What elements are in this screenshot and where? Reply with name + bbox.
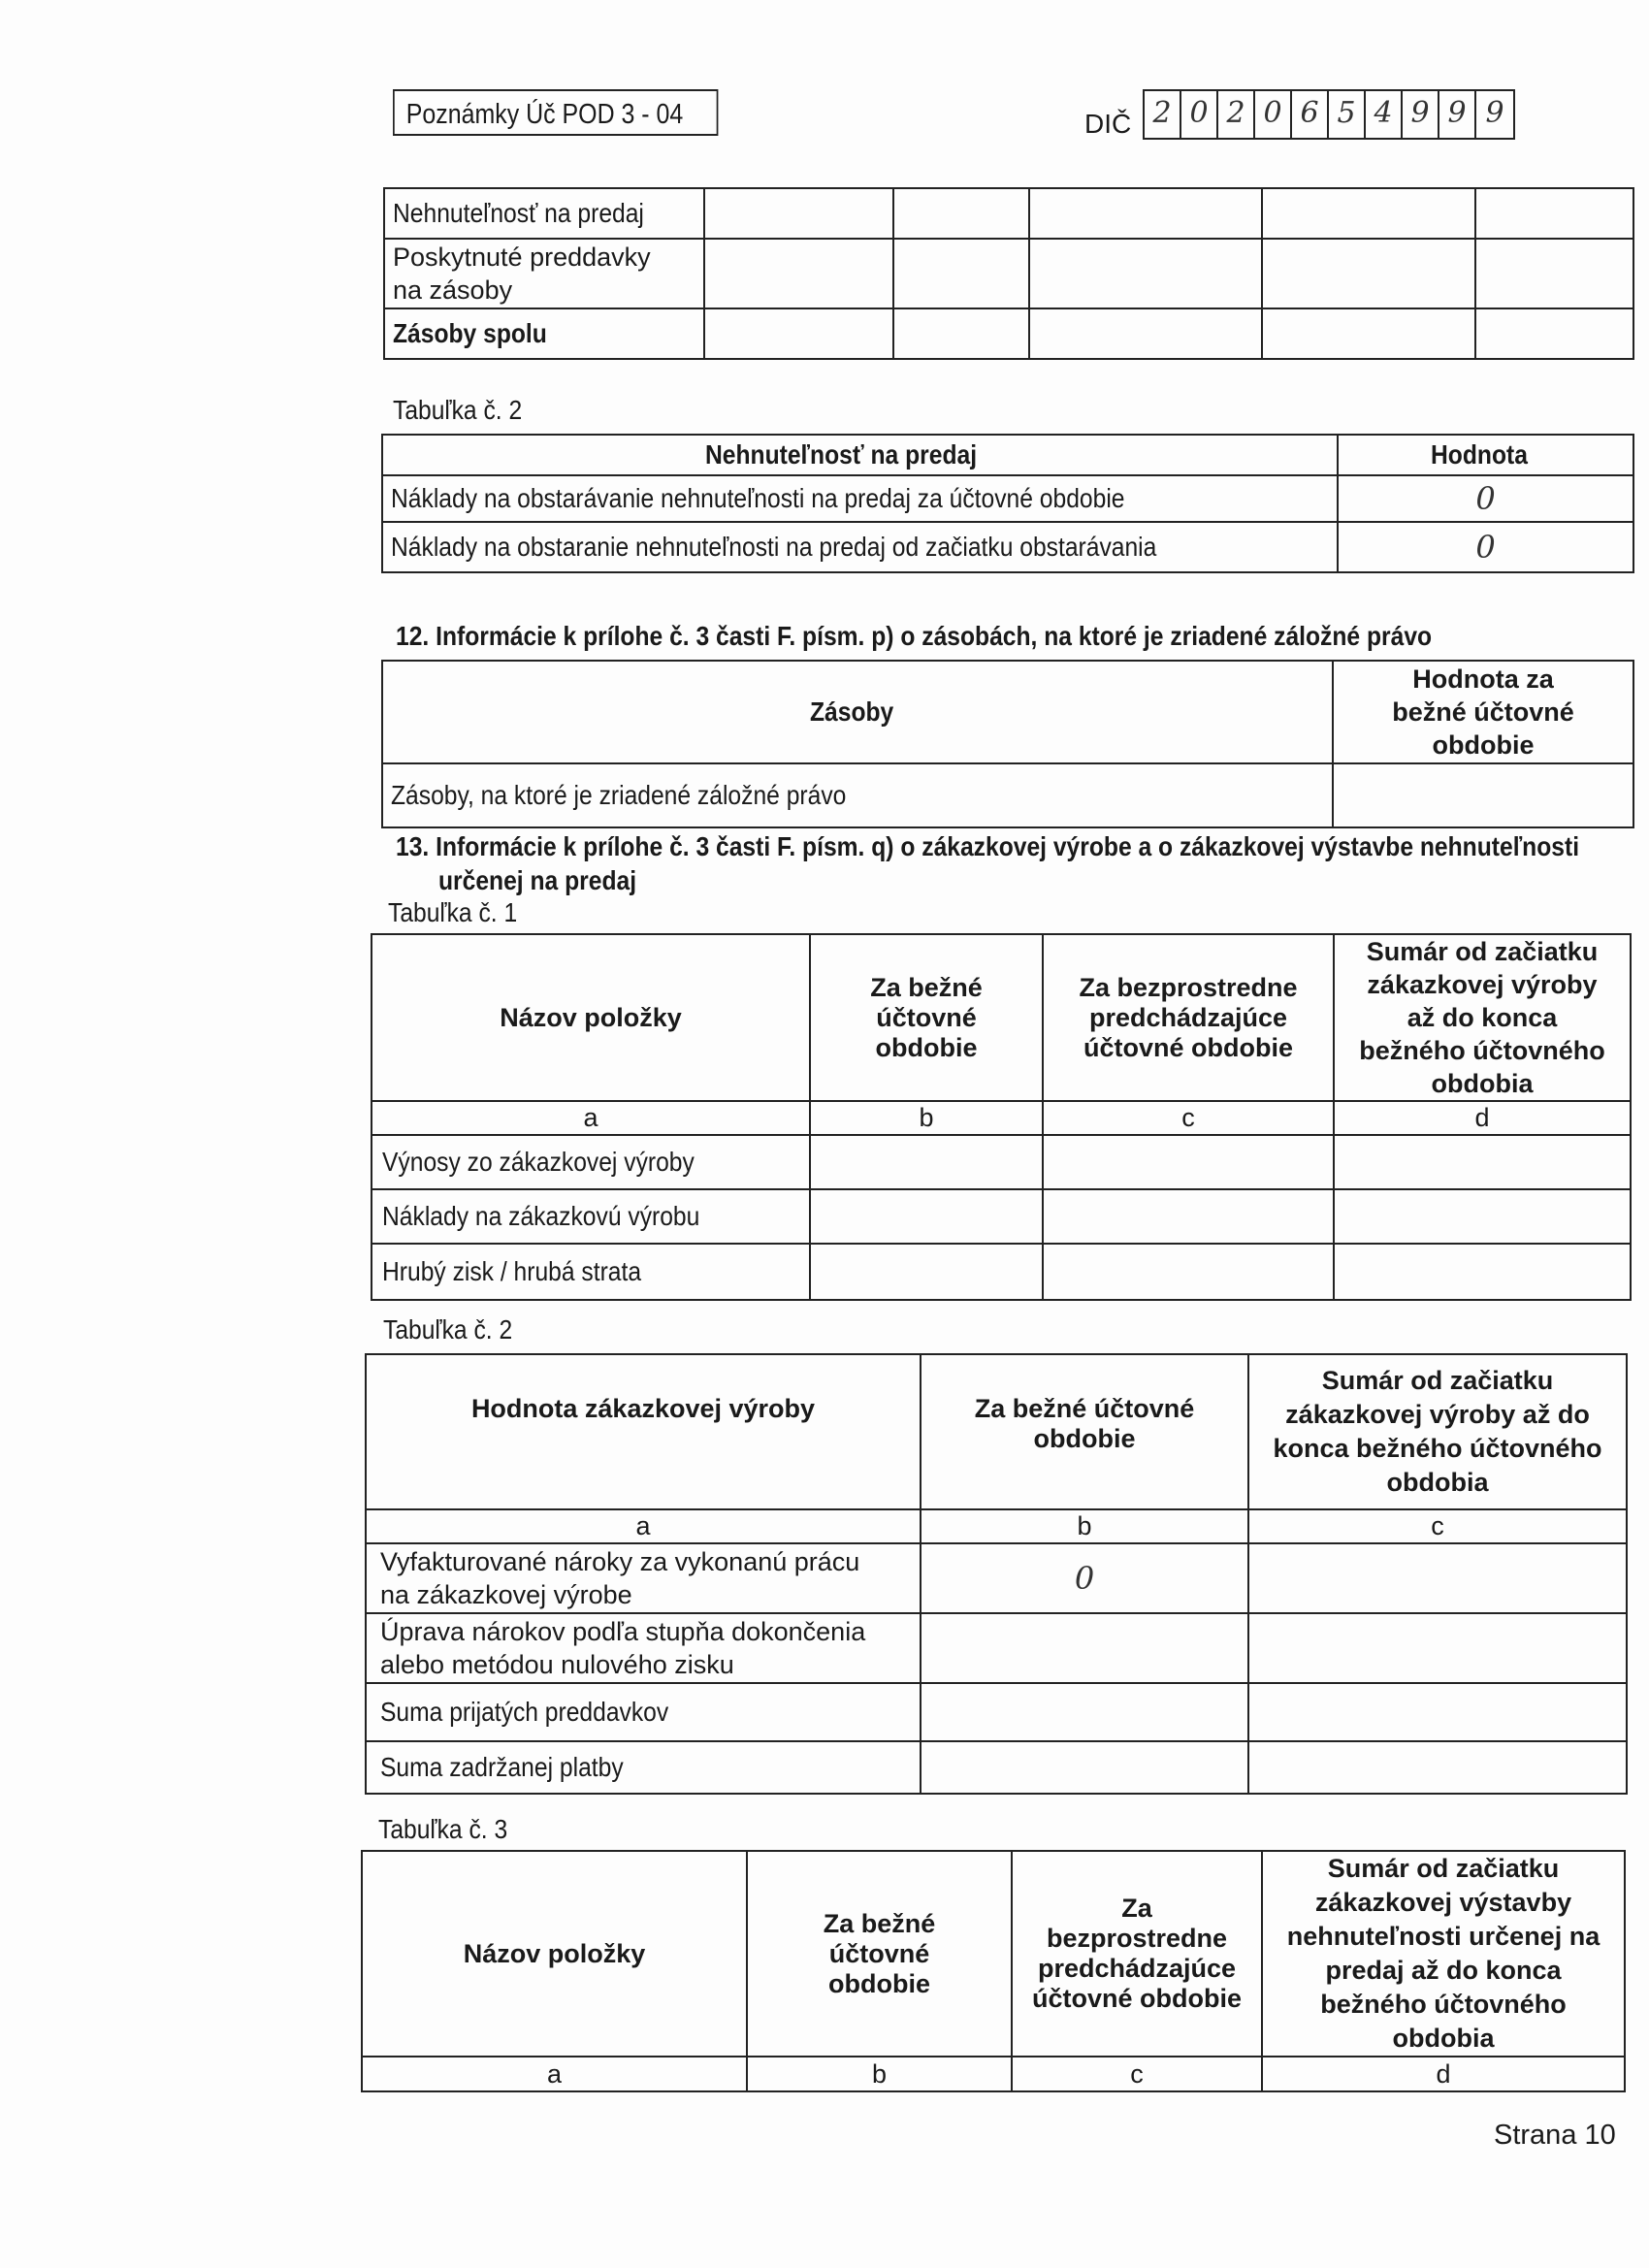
row-label: Vyfakturované nároky za vykonanú prácu na zákazkovej výrobe [380, 1547, 860, 1609]
value-cell[interactable]: 0 [921, 1543, 1248, 1613]
column-letter: b [921, 1509, 1248, 1543]
value-cell[interactable] [1475, 188, 1633, 239]
value-cell[interactable] [1334, 1135, 1631, 1189]
value-cell[interactable] [1043, 1244, 1334, 1300]
value-cell[interactable] [1333, 763, 1633, 827]
column-header: Za bežné účtovné obdobie [974, 1394, 1195, 1453]
value-cell[interactable] [1029, 188, 1262, 239]
column-header: Zásoby [809, 697, 894, 727]
dic-digit: 0 [1255, 91, 1292, 138]
column-letter: a [362, 2057, 747, 2091]
table-row [382, 522, 1633, 572]
column-letter: c [1012, 2057, 1262, 2091]
column-header: Za bezprostredne predchádzajúce účtovné obdobie [1032, 1894, 1242, 2013]
page-number: Strana 10 [1494, 2120, 1616, 2151]
column-header: Sumár od začiatku zákazkovej výroby až do konca bežného účtovného obdobia [1273, 1366, 1602, 1497]
column-header: Hodnota [1430, 439, 1528, 470]
column-letters [372, 1101, 1631, 1135]
section-title: 12. Informácie k prílohe č. 3 časti F. písm. p) o zásobách, na ktoré je zriadené záložné právo [396, 621, 1433, 651]
value-cell[interactable] [893, 239, 1029, 308]
row-label: Náklady na obstaranie nehnuteľnosti na predaj od začiatku obstarávania [391, 532, 1157, 562]
row-label: Úprava nárokov podľa stupňa dokončenia alebo metódou nulového zisku [380, 1617, 866, 1679]
value-cell[interactable] [1262, 239, 1475, 308]
column-header: Hodnota zákazkovej výroby [470, 1394, 816, 1423]
section-title: 13. Informácie k prílohe č. 3 časti F. písm. q) o zákazkovej výrobe a o zákazkovej výstavbe nehnuteľnosti [396, 831, 1580, 861]
column-header: Za bežné účtovné obdobie [870, 972, 983, 1062]
dic-digit: 9 [1485, 96, 1504, 130]
table-row [382, 475, 1633, 522]
table-row [384, 188, 1633, 239]
value-cell[interactable] [1262, 308, 1475, 359]
dic-digit: 2 [1145, 91, 1181, 138]
value-cell[interactable] [1029, 308, 1262, 359]
column-letters [362, 2057, 1625, 2091]
inventory-table [383, 187, 1634, 360]
dic-digit: 0 [1181, 91, 1218, 138]
value-cell[interactable] [1248, 1543, 1627, 1613]
contract-production-table-2 [365, 1353, 1628, 1795]
value-cell[interactable] [810, 1244, 1043, 1300]
row-label: Nehnuteľnosť na predaj [393, 198, 644, 228]
table-row [366, 1613, 1627, 1683]
section-title-cont: určenej na predaj [438, 865, 637, 895]
table-row [384, 308, 1633, 359]
dic-digit: 5 [1329, 91, 1366, 138]
table-row [366, 1741, 1627, 1794]
dic-digit: 2 [1218, 91, 1255, 138]
dic-field [1143, 89, 1515, 140]
table-row [366, 1543, 1627, 1613]
value-cell[interactable] [704, 188, 893, 239]
table-caption: Tabuľka č. 3 [378, 1814, 508, 1844]
table-caption: Tabuľka č. 2 [393, 395, 523, 425]
dic-digit: 6 [1292, 91, 1329, 138]
contract-construction-table-3 [361, 1850, 1626, 2092]
column-letter: d [1262, 2057, 1625, 2091]
value-cell[interactable] [893, 308, 1029, 359]
value-cell[interactable] [921, 1683, 1248, 1741]
table-row [366, 1683, 1627, 1741]
value-cell[interactable] [1043, 1135, 1334, 1189]
value-cell[interactable] [1248, 1741, 1627, 1794]
dic-digit: 4 [1366, 91, 1403, 138]
column-header: Za bezprostredne predchádzajúce účtovné obdobie [1079, 972, 1298, 1062]
table-caption: Tabuľka č. 2 [383, 1314, 513, 1345]
column-letter: b [810, 1101, 1043, 1135]
column-header: Názov položky [500, 1002, 682, 1032]
column-header: Názov položky [463, 1938, 646, 1968]
pledged-inventory-table [381, 660, 1634, 828]
row-label: Náklady na zákazkovú výrobu [382, 1201, 700, 1231]
value-cell[interactable] [893, 188, 1029, 239]
value-cell[interactable] [810, 1189, 1043, 1244]
value-cell[interactable] [1475, 308, 1633, 359]
table-caption: Tabuľka č. 1 [388, 897, 518, 927]
column-header: Za bežné účtovné obdobie [823, 1908, 936, 1998]
value-cell[interactable] [1334, 1244, 1631, 1300]
column-letter: b [747, 2057, 1012, 2091]
value-cell[interactable] [704, 239, 893, 308]
dic-digit: 9 [1403, 91, 1439, 138]
dic-digit: 9 [1439, 91, 1476, 138]
contract-production-table-1 [371, 933, 1632, 1301]
value-cell[interactable] [1248, 1613, 1627, 1683]
row-label: Suma zadržanej platby [380, 1752, 624, 1782]
value-cell[interactable] [810, 1135, 1043, 1189]
column-letter: c [1248, 1509, 1627, 1543]
table-row [382, 763, 1633, 827]
value-cell[interactable]: 0 [1338, 475, 1633, 522]
column-letter: a [372, 1101, 810, 1135]
value-cell[interactable] [1262, 188, 1475, 239]
value-cell[interactable] [1334, 1189, 1631, 1244]
row-label: Hrubý zisk / hrubá strata [382, 1256, 642, 1286]
table-row [372, 1244, 1631, 1300]
value-cell[interactable] [1248, 1683, 1627, 1741]
column-letter: d [1334, 1101, 1631, 1135]
column-header: Hodnota za bežné účtovné obdobie [1392, 664, 1574, 760]
value-cell[interactable]: 0 [1338, 522, 1633, 572]
value-cell[interactable] [704, 308, 893, 359]
value-cell[interactable] [921, 1741, 1248, 1794]
form-title: Poznámky Úč POD 3 - 04 [393, 89, 718, 136]
table-row [372, 1135, 1631, 1189]
column-header: Sumár od začiatku zákazkovej výroby až do konca bežného účtovného obdobia [1359, 937, 1605, 1098]
row-label: Náklady na obstarávanie nehnuteľnosti na predaj za účtovné obdobie [391, 483, 1125, 513]
column-letter: c [1043, 1101, 1334, 1135]
value-cell[interactable] [1043, 1189, 1334, 1244]
value-cell[interactable] [1475, 239, 1633, 308]
row-label: Výnosy zo zákazkovej výroby [382, 1147, 695, 1177]
column-letters [366, 1509, 1627, 1543]
dic-label: DIČ [1084, 109, 1132, 139]
column-letter: a [366, 1509, 921, 1543]
column-header: Nehnuteľnosť na predaj [705, 439, 978, 470]
column-header: Sumár od začiatku zákazkovej výstavby nehnuteľnosti určenej na predaj až do konca bežného účtovného obdobia [1286, 1854, 1600, 2053]
row-label: Suma prijatých preddavkov [380, 1697, 669, 1727]
table-row [372, 1189, 1631, 1244]
row-label: Zásoby, na ktoré je zriadené záložné právo [391, 780, 847, 810]
row-label: Zásoby spolu [393, 318, 547, 348]
value-cell[interactable] [921, 1613, 1248, 1683]
value-cell[interactable] [1029, 239, 1262, 308]
real-estate-table [381, 434, 1634, 573]
table-row [384, 239, 1633, 308]
row-label: Poskytnuté preddavky na zásoby [393, 243, 651, 305]
